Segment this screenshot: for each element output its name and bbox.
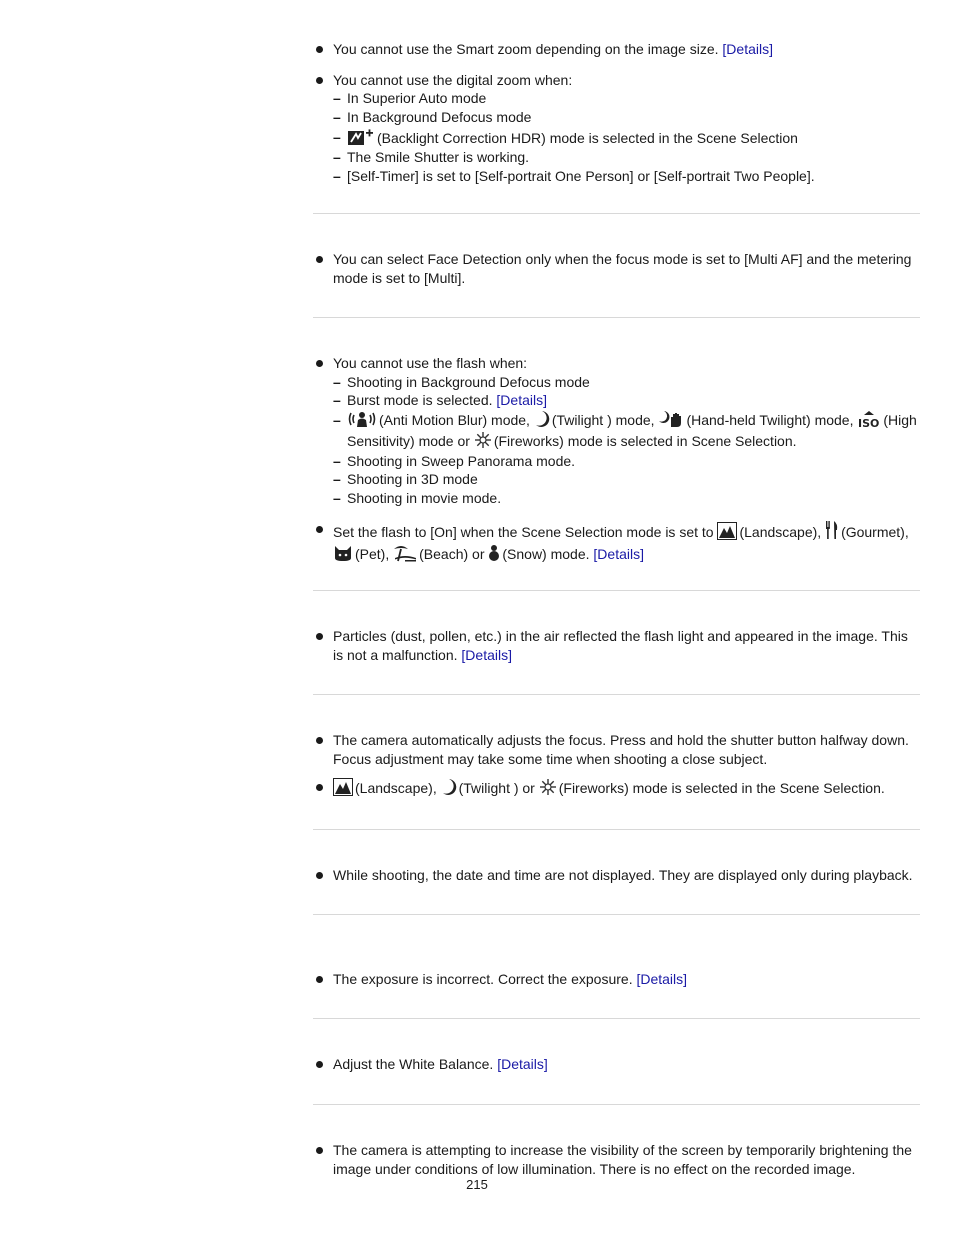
bullet-white-balance [313,1055,920,1074]
divider [313,590,920,591]
bullet-text: (Landscape), [355,780,437,797]
divider [313,694,920,695]
sub-list [333,373,920,508]
sub-item-text: Burst mode is selected. [347,392,493,409]
svg-text:ISO: ISO [858,416,880,428]
divider [313,914,920,915]
bullet-exposure [313,970,920,989]
pet-icon [333,544,353,562]
snow-icon [488,544,500,562]
details-link[interactable]: [Details] [722,41,773,57]
section-focus [313,731,920,798]
fireworks-icon [474,431,492,449]
bullet-date-time [313,866,920,885]
bullet-text: (Twilight ) or [458,780,535,797]
bullet-scene-focus [313,778,920,798]
divider [313,213,920,214]
bullet-text: (Beach) or [419,545,485,562]
section-exposure [313,970,920,989]
bullet-face-detection [313,250,920,287]
sub-item: – Shooting in movie mode. [333,489,920,508]
bullet-text: You can select Face Detection only when the focus mode is set to [Multi AF] and the metering mode is set to [Multi]. [333,251,912,286]
details-link[interactable]: [Details] [636,971,688,987]
sub-item-text: (High Sensitivity) mode or [347,411,917,449]
sub-item [333,128,920,148]
section-particles [313,627,920,664]
details-link[interactable]: [Details] [497,1056,548,1072]
sub-item: – The Smile Shutter is working. [333,148,920,167]
landscape-icon [333,778,353,796]
bullet-text: (Landscape), [739,523,822,540]
sub-item-text: (Fireworks) mode is selected in Scene Selection. [493,432,797,449]
bullet-text: (Snow) mode. [502,545,590,562]
divider [313,829,920,830]
gourmet-icon [825,520,839,540]
bullet-flash-on [313,520,920,565]
sub-item [333,410,920,452]
sub-item: – In Superior Auto mode [333,89,920,108]
bullet-text: While shooting, the date and time are not displayed. They are displayed only during playback. [333,867,913,883]
anti-motion-blur-icon [347,410,377,428]
divider [313,317,920,318]
bullet-flash-unavailable [313,354,920,508]
bullet-text: Particles (dust, pollen, etc.) in the air reflected the flash light and appeared in the image. This is not a malfunction. [333,628,908,663]
bullet-text: Adjust the White Balance. [333,1056,494,1072]
section-screen-brightening [313,1141,920,1178]
sub-item: – Shooting in Sweep Panorama mode. [333,452,920,471]
section-white-balance [313,1055,920,1074]
bullet-text: You cannot use the flash when: [333,355,528,371]
section-zoom [313,40,920,185]
sub-list [333,89,920,185]
divider [313,1104,920,1105]
details-link[interactable]: [Details] [461,646,512,663]
bullet-text: You cannot use the Smart zoom depending on the image size. [333,41,719,57]
sub-item: – [Self-Timer] is set to [Self-portrait One Person] or [Self-portrait Two People]. [333,167,920,186]
fireworks-icon [539,778,557,796]
page-number: 215 [466,1177,488,1192]
bullet-screen-brightening [313,1141,920,1178]
sub-item [333,391,920,410]
sub-item-text: (Hand-held Twilight) mode, [686,411,854,428]
details-link[interactable]: [Details] [593,545,644,562]
beach-icon [393,544,417,562]
bullet-text: Set the flash to [On] when the Scene Selection mode is set to [333,523,714,540]
hand-held-twilight-icon [658,410,684,428]
sub-item: – Shooting in Background Defocus mode [333,373,920,392]
section-face-detection [313,250,920,287]
landscape-icon [717,522,737,540]
bullet-text: The camera is attempting to increase the visibility of the screen by temporarily brightening the image under conditions of low illumination. There is no effect on the recorded image. [333,1142,912,1177]
divider [313,1018,920,1019]
high-sensitivity-iso-icon [857,410,881,428]
bullet-particles [313,627,920,664]
bullet-text: (Pet), [355,545,390,562]
sub-item-text: (Anti Motion Blur) mode, [379,411,530,428]
twilight-icon [441,778,457,796]
sub-item: – Shooting in 3D mode [333,470,920,489]
backlight-hdr-icon [347,128,375,146]
twilight-icon [534,410,550,428]
bullet-text: (Fireworks) mode is selected in the Scene Selection. [558,780,885,797]
section-date-time [313,866,920,885]
details-link[interactable]: [Details] [496,392,547,409]
sub-item-text: (Twilight ) mode, [551,411,655,428]
bullet-text: The camera automatically adjusts the focus. Press and hold the shutter button halfway down. Focus adjustment may take some time when shooting a close subject. [333,732,909,767]
bullet-smart-zoom [313,40,920,59]
bullet-text: You cannot use the digital zoom when: [333,71,573,88]
bullet-text: The exposure is incorrect. Correct the exposure. [333,971,633,987]
section-flash [313,354,920,565]
sub-item-text: (Backlight Correction HDR) mode is selected in the Scene Selection [377,130,798,147]
bullet-digital-zoom [313,71,920,186]
bullet-auto-focus [313,731,920,768]
bullet-text: (Gourmet), [841,523,909,540]
sub-item: – In Background Defocus mode [333,108,920,127]
